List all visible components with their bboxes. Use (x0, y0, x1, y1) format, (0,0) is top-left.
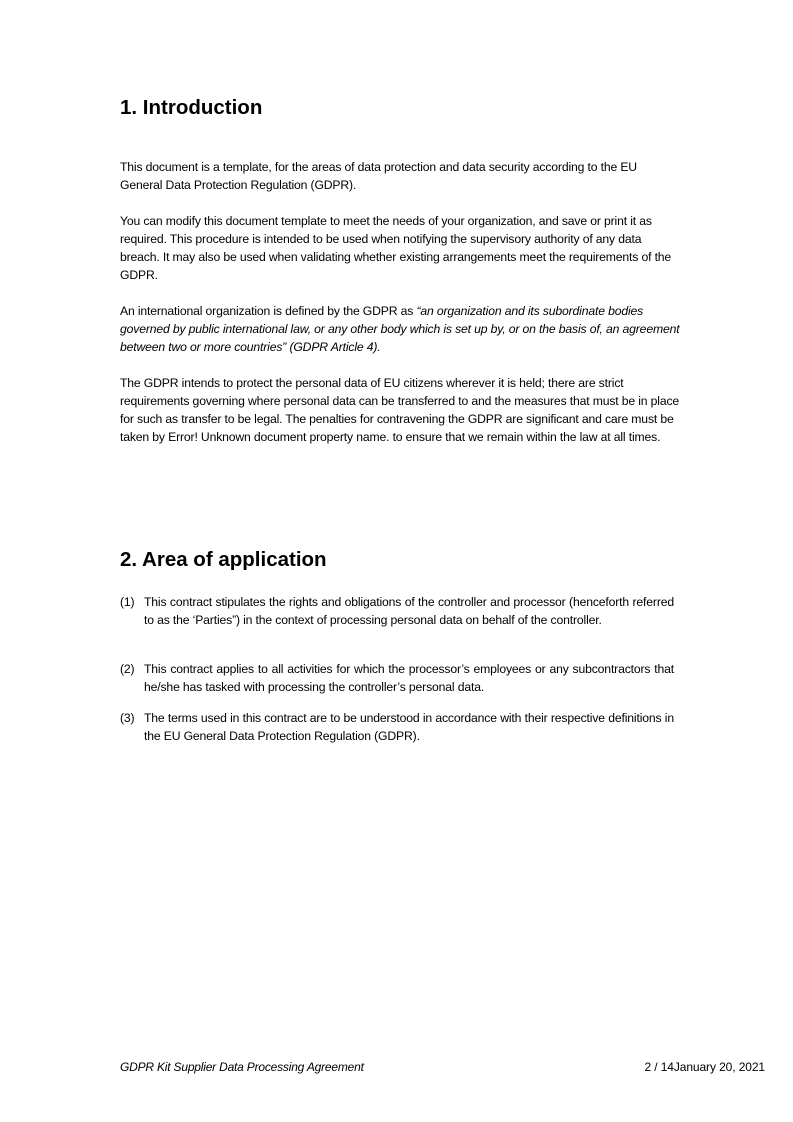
list-item-text: This contract applies to all activities for which the processor’s employees or any subcontractors that he/she has tasked with processing the controller’s personal data. (144, 662, 674, 694)
footer-document-title: GDPR Kit Supplier Data Processing Agreement (120, 1060, 364, 1074)
gdpr-definition-quote: “an organization and its subordinate bodies governed by public international law, or any other body which is set up by, or on the basis of, an agreement between two or more countries” (GDPR Article 4). (120, 304, 680, 354)
footer-page-date: 2 / 14January 20, 2021 (644, 1060, 765, 1074)
intro-paragraph-2: You can modify this document template to meet the needs of your organization, and save or print it as required. This procedure is intended to be used when notifying the supervisory authority of any data breach. It may also be used when validating whether existing arrangements meet the requirements of the GDPR. (120, 214, 672, 282)
list-item-text: The terms used in this contract are to be understood in accordance with their respective definitions in the EU General Data Protection Regulation (GDPR). (144, 711, 674, 743)
list-item (120, 709, 674, 745)
list-item-text: This contract stipulates the rights and obligations of the controller and processor (henceforth referred to as the ‘Parties”) in the context of processing personal data on behalf of the controller. (144, 595, 674, 627)
intro-paragraph-4: The GDPR intends to protect the personal data of EU citizens wherever it is held; there are strict requirements governing where personal data can be transferred to and the measures that must be in place for such as transfer to be legal. The penalties for contravening the GDPR are significant and care must be taken by Error! Unknown document property name. to ensure that we remain within the law at all times. (120, 376, 680, 444)
section-2-heading: 2. Area of application (120, 548, 327, 571)
section-1-heading: 1. Introduction (120, 96, 263, 119)
list-item-number: (3) (120, 711, 135, 725)
intro-paragraph-3 (120, 302, 680, 356)
list-item (120, 593, 674, 629)
intro-paragraph-3-lead: An international organization is defined by the GDPR as (120, 304, 417, 318)
list-item (120, 660, 674, 696)
list-item-number: (2) (120, 662, 135, 676)
list-item-number: (1) (120, 595, 135, 609)
intro-paragraph-1: This document is a template, for the areas of data protection and data security according to the EU General Data Protection Regulation (GDPR). (120, 160, 637, 192)
